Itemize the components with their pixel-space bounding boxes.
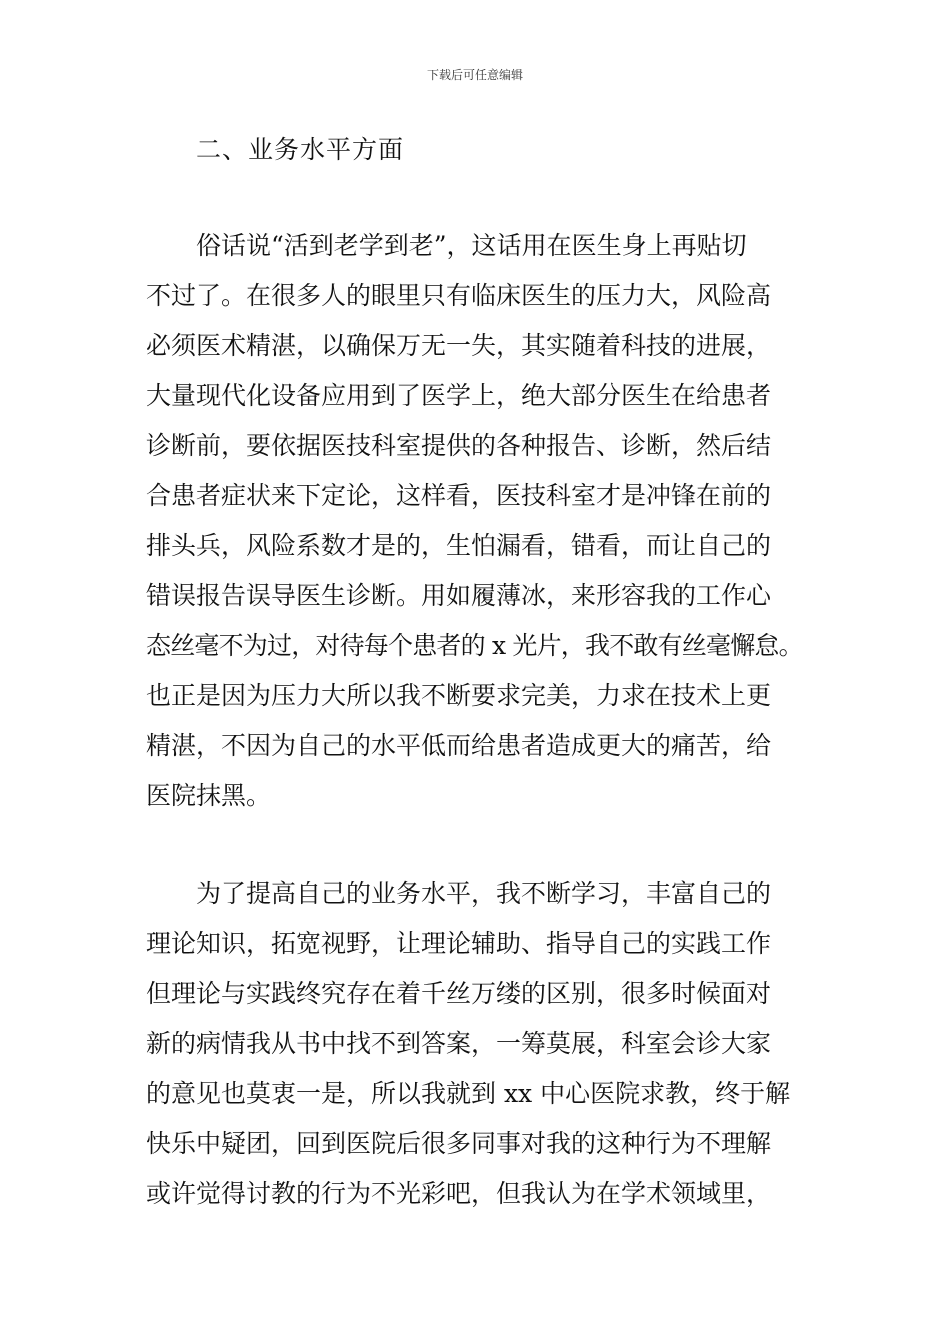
paragraph-line: 合患者症状来下定论，这样看，医技科室才是冲锋在前的 xyxy=(146,481,772,510)
paragraph-line: 的意见也莫衷一是，所以我就到 xx 中心医院求教，终于解 xyxy=(146,1079,791,1108)
paragraph-line: 快乐中疑团，回到医院后很多同事对我的这种行为不理解 xyxy=(146,1129,772,1158)
paragraph-line: 大量现代化设备应用到了医学上，绝大部分医生在给患者 xyxy=(146,381,772,410)
paragraph-line: 为了提高自己的业务水平，我不断学习，丰富自己的 xyxy=(196,879,772,908)
paragraph-line: 或许觉得讨教的行为不光彩吧，但我认为在学术领域里， xyxy=(146,1179,772,1208)
paragraph-line: 新的病情我从书中找不到答案，一筹莫展，科室会诊大家 xyxy=(146,1029,772,1058)
paragraph-line: 理论知识，拓宽视野，让理论辅助、指导自己的实践工作 xyxy=(146,929,772,958)
paragraph-line: 排头兵，风险系数才是的，生怕漏看，错看，而让自己的 xyxy=(146,531,772,560)
paragraph-line: 态丝毫不为过，对待每个患者的 x 光片，我不敢有丝毫懈怠。 xyxy=(146,631,803,660)
paragraph-line: 也正是因为压力大所以我不断要求完美，力求在技术上更 xyxy=(146,681,772,710)
paragraph-line: 医院抹黑。 xyxy=(146,781,272,810)
section-heading: 二、业务水平方面 xyxy=(196,135,405,164)
paragraph-line: 但理论与实践终究存在着千丝万缕的区别，很多时候面对 xyxy=(146,979,772,1008)
page-header-note: 下载后可任意编辑 xyxy=(426,68,523,82)
paragraph-line: 诊断前，要依据医技科室提供的各种报告、诊断，然后结 xyxy=(146,431,772,460)
paragraph-line: 错误报告误导医生诊断。用如履薄冰，来形容我的工作心 xyxy=(146,581,772,610)
paragraph-line: 必须医术精湛，以确保万无一失，其实随着科技的进展， xyxy=(146,331,772,360)
paragraph-line: 俗话说“活到老学到老”，这话用在医生身上再贴切 xyxy=(196,231,747,260)
paragraph-line: 不过了。在很多人的眼里只有临床医生的压力大，风险高 xyxy=(146,281,772,310)
paragraph-line: 精湛，不因为自己的水平低而给患者造成更大的痛苦，给 xyxy=(146,731,772,760)
